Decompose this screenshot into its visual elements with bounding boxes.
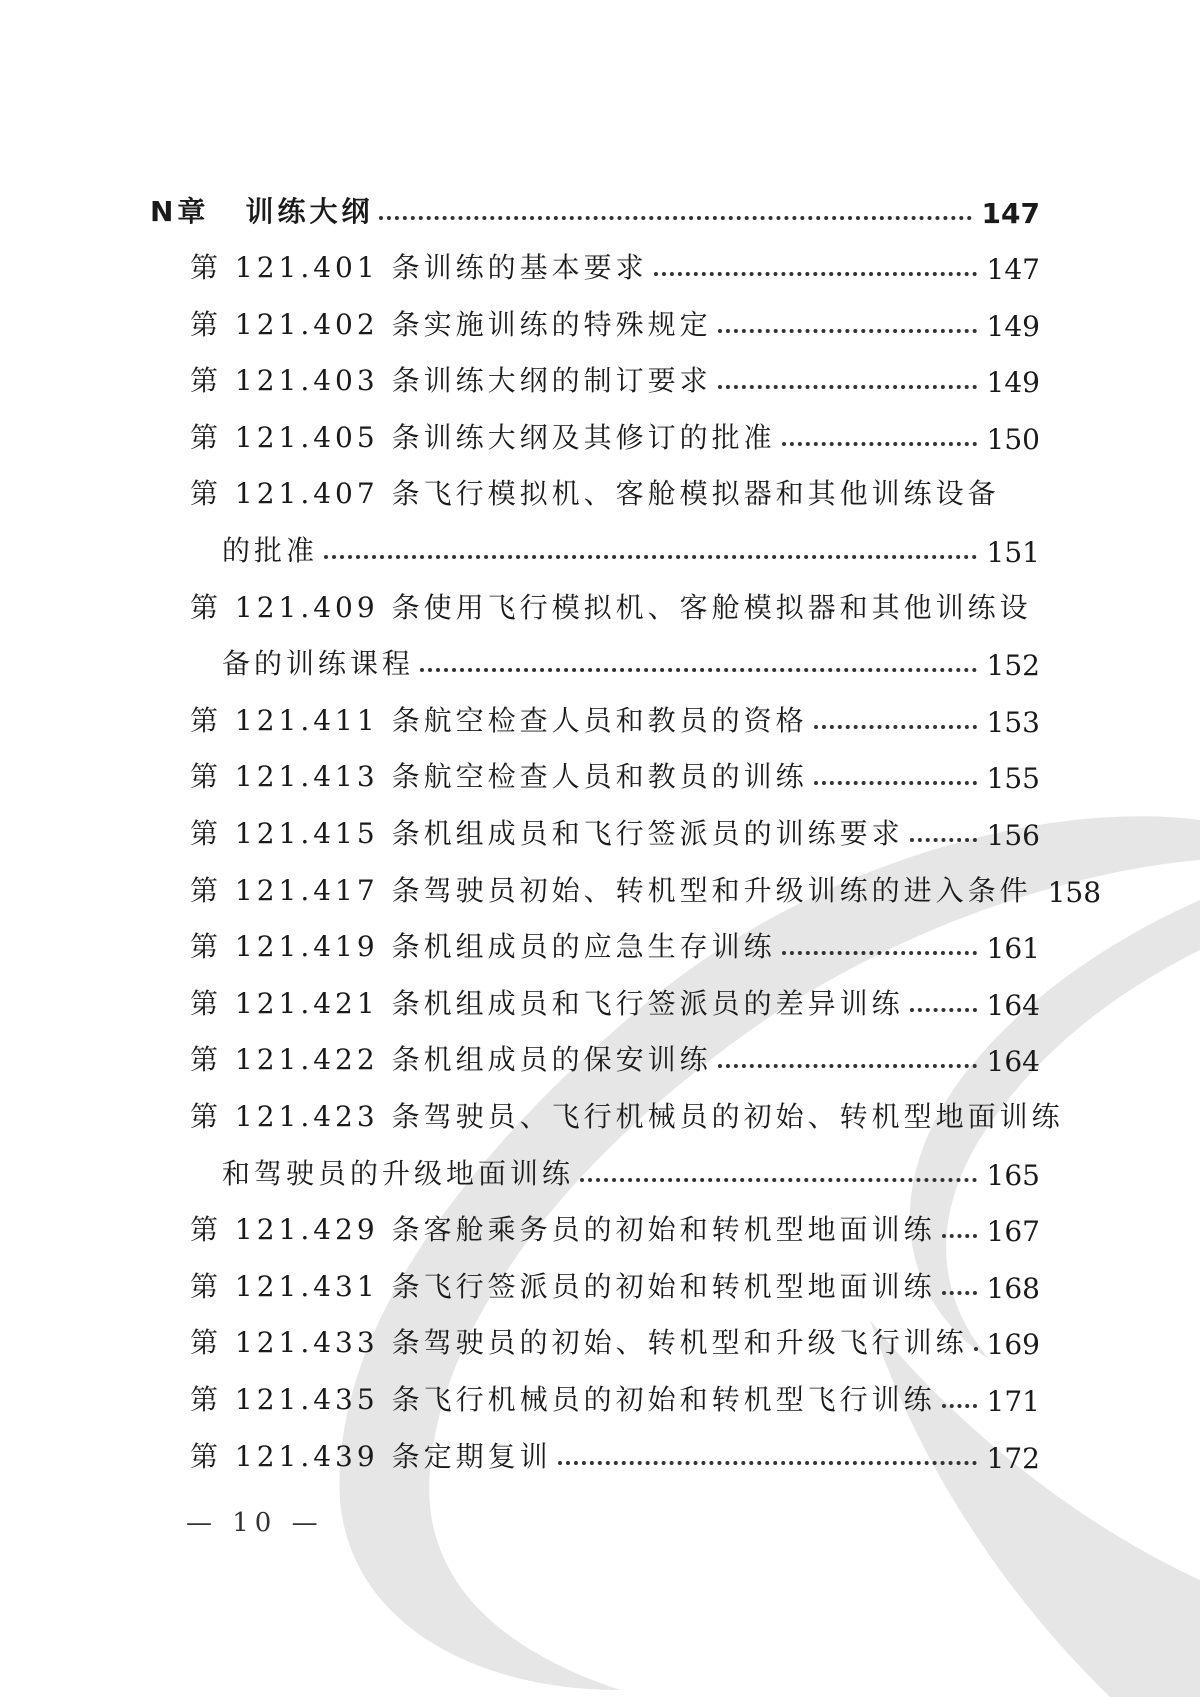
toc-entry[interactable] [190, 416, 1040, 456]
toc-entry-line[interactable] [190, 1095, 1064, 1135]
toc-entry-title: 第 121.431 条飞行签派员的初始和转机型地面训练 [190, 1270, 936, 1303]
page-footer [186, 1508, 324, 1538]
toc-page-number: 164 [986, 989, 1040, 1022]
dot-leader [379, 216, 971, 220]
toc-page-number: 149 [986, 310, 1040, 343]
toc-entry-title: 第 121.403 条训练大纲的制订要求 [190, 364, 712, 397]
dot-leader [942, 1234, 977, 1238]
dot-leader [942, 1404, 977, 1408]
toc-entry-title: 第 121.401 条训练的基本要求 [190, 251, 648, 284]
dot-leader [654, 272, 977, 276]
dot-leader [814, 781, 977, 785]
toc-page-number: 158 [1047, 876, 1102, 909]
dot-leader [324, 555, 977, 559]
chapter-name: 训练大纲 [245, 195, 374, 228]
dot-leader [814, 725, 977, 729]
dot-leader [718, 329, 977, 333]
toc-entry-title: 第 121.417 条驾驶员初始、转机型和升级训练的进入条件 [190, 874, 1032, 907]
toc-entry[interactable] [190, 755, 1040, 795]
toc-entry[interactable] [222, 642, 1040, 682]
toc-entry[interactable] [222, 529, 1040, 569]
toc-entry-title: 第 121.423 条驾驶员、飞行机械员的初始、转机型地面训练 [190, 1100, 1064, 1133]
toc-page-number: 147 [986, 253, 1040, 286]
toc-entry[interactable] [190, 1435, 1040, 1475]
toc-page-number: 168 [986, 1272, 1040, 1305]
toc-entry-title: 第 121.435 条飞行机械员的初始和转机型飞行训练 [190, 1383, 936, 1416]
toc-entry-title: 第 121.439 条定期复训 [190, 1440, 552, 1473]
chapter-heading[interactable] [150, 190, 1040, 230]
toc-page-number: 155 [986, 762, 1040, 795]
toc-entry-title: 第 121.429 条客舱乘务员的初始和转机型地面训练 [190, 1213, 936, 1246]
toc-page-number: 167 [986, 1215, 1040, 1248]
toc-entry-line[interactable] [190, 472, 1040, 512]
toc-page-number: 156 [986, 819, 1040, 852]
footer-page-number: — 10 — [186, 1508, 324, 1538]
chapter-number: N章 [150, 195, 210, 228]
toc-entry-title: 第 121.407 条飞行模拟机、客舱模拟器和其他训练设备 [190, 477, 1000, 510]
toc-entry[interactable] [190, 699, 1040, 739]
toc-entry[interactable] [190, 869, 1102, 909]
toc-entry[interactable] [190, 303, 1040, 343]
chapter-page-number: 147 [981, 197, 1040, 230]
toc-entry[interactable] [190, 246, 1040, 286]
toc-entry[interactable] [190, 1038, 1040, 1078]
toc-entry-title: 第 121.421 条机组成员和飞行签派员的差异训练 [190, 987, 904, 1020]
toc-entry[interactable] [190, 1208, 1040, 1248]
dot-leader [580, 1178, 977, 1182]
toc-page-number: 172 [986, 1442, 1040, 1475]
toc-entry[interactable] [190, 1378, 1040, 1418]
toc-entry[interactable] [190, 1265, 1040, 1305]
toc-entry-title: 第 121.419 条机组成员的应急生存训练 [190, 930, 776, 963]
dot-leader [910, 1008, 977, 1012]
toc-entry-title: 备的训练课程 [222, 647, 415, 680]
toc-entry-title: 第 121.402 条实施训练的特殊规定 [190, 308, 712, 341]
toc-page-number: 164 [986, 1045, 1040, 1078]
dot-leader [420, 668, 977, 672]
toc-page-number: 152 [986, 649, 1040, 682]
toc-page-number: 150 [986, 423, 1040, 456]
toc-page-number: 151 [986, 536, 1040, 569]
toc-entry-title: 第 121.409 条使用飞行模拟机、客舱模拟器和其他训练设 [190, 591, 1032, 624]
toc-entry[interactable] [190, 359, 1040, 399]
toc-entry[interactable] [190, 1321, 1040, 1361]
toc-entry-title: 的批准 [222, 534, 319, 567]
toc-entry-title: 第 121.422 条机组成员的保安训练 [190, 1043, 712, 1076]
dot-leader [782, 442, 977, 446]
toc-entry-line[interactable] [190, 586, 1040, 626]
dot-leader [558, 1461, 977, 1465]
toc-entry-title: 第 121.413 条航空检查人员和教员的训练 [190, 760, 808, 793]
toc-page-number: 169 [986, 1328, 1040, 1361]
toc-page-number: 161 [986, 932, 1040, 965]
dot-leader [782, 951, 977, 955]
toc-entry-title: 和驾驶员的升级地面训练 [222, 1157, 575, 1190]
dot-leader [942, 1291, 977, 1295]
toc-entry[interactable] [190, 982, 1040, 1022]
chapter-title [150, 190, 373, 230]
toc-entry[interactable] [222, 1152, 1040, 1192]
toc-entry-title: 第 121.415 条机组成员和飞行签派员的训练要求 [190, 817, 904, 850]
dot-leader [718, 385, 977, 389]
toc-entry[interactable] [190, 812, 1040, 852]
toc-entry-title: 第 121.411 条航空检查人员和教员的资格 [190, 704, 808, 737]
toc-entry[interactable] [190, 925, 1040, 965]
toc-page-number: 171 [986, 1385, 1040, 1418]
toc-page-number: 165 [986, 1159, 1040, 1192]
dot-leader [974, 1347, 977, 1351]
toc-page-number: 149 [986, 366, 1040, 399]
toc-page-number: 153 [986, 706, 1040, 739]
dot-leader [910, 838, 977, 842]
toc-entry-title: 第 121.405 条训练大纲及其修订的批准 [190, 421, 776, 454]
toc-entry-title: 第 121.433 条驾驶员的初始、转机型和升级飞行训练 [190, 1326, 968, 1359]
dot-leader [718, 1064, 977, 1068]
